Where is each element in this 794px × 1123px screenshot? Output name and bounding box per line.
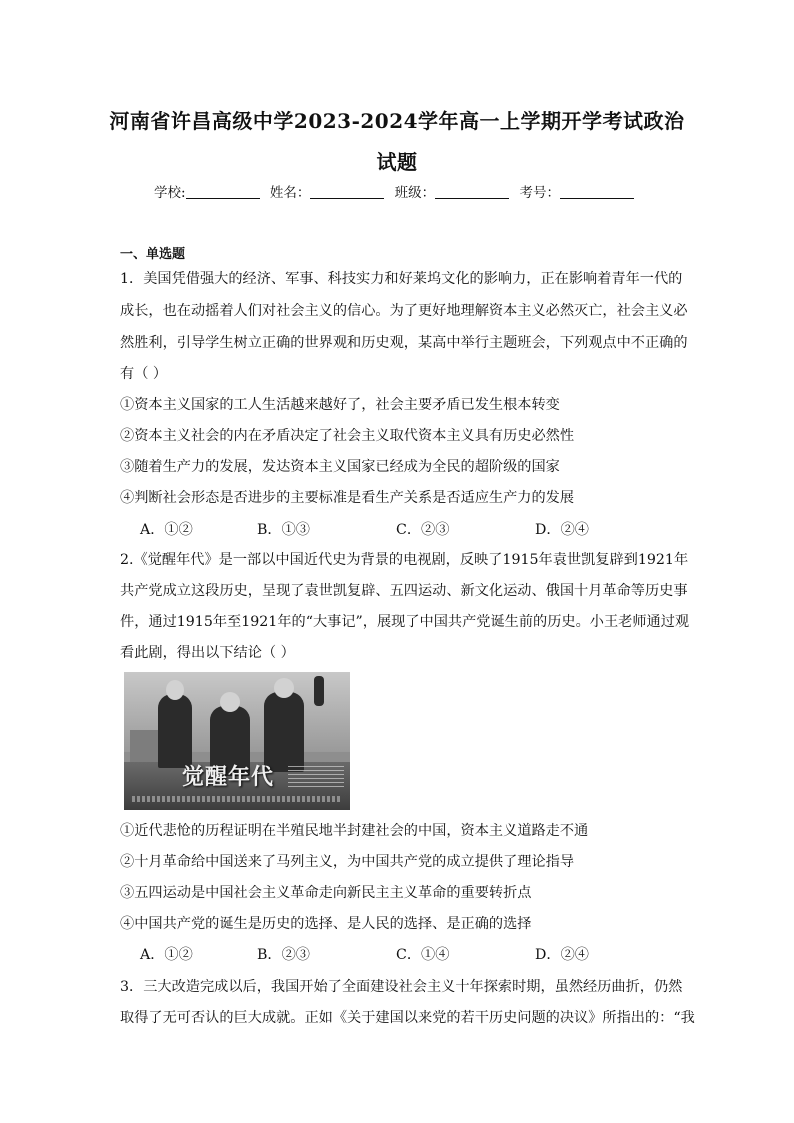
q2-statement: ④中国共产党的诞生是历史的选择、是人民的选择、是正确的选择 — [120, 916, 532, 932]
document-title: 河南省许昌高级中学2023-2024学年高一上学期开学考试政治 — [109, 109, 685, 133]
q1-option-d[interactable]: D．②④ — [535, 522, 589, 538]
class-blank — [435, 185, 509, 199]
poster-raised-arm — [314, 676, 324, 706]
q1-option-c[interactable]: C．②③ — [396, 522, 450, 538]
poster-bottom-text — [132, 796, 342, 802]
q2-stem-line: 看此剧，得出以下结论（ ） — [120, 645, 295, 661]
poster-head-left — [166, 680, 184, 700]
name-blank — [310, 185, 384, 199]
q1-option-a[interactable]: A．①② — [140, 522, 193, 538]
q2-stem-line: 共产党成立这段历史，呈现了袁世凯复辟、五四运动、新文化运动、俄国十月革命等历史事 — [120, 583, 688, 599]
poster-head-center — [220, 692, 240, 712]
section-heading: 一、单选题 — [120, 247, 186, 262]
school-blank — [186, 185, 260, 199]
class-label: 班级： — [394, 185, 436, 201]
q1-statement: ②资本主义社会的内在矛盾决定了社会主义取代资本主义具有历史必然性 — [120, 428, 575, 444]
q2-option-c[interactable]: C．①④ — [396, 947, 450, 963]
name-label: 姓名： — [269, 185, 311, 201]
poster-title: 觉醒年代 — [182, 765, 275, 790]
poster-credits — [288, 766, 344, 788]
q1-option-b[interactable]: B．①③ — [257, 522, 310, 538]
q1-stem-line: 有（ ） — [120, 366, 168, 382]
q2-stem-line: 件，通过1915年至1921年的“大事记”，展现了中国共产党诞生前的历史。小王老师通过观 — [120, 614, 690, 630]
q1-stem-line: 然胜利，引导学生树立正确的世界观和历史观，某高中举行主题班会，下列观点中不正确的 — [120, 335, 688, 351]
q1-stem-line: 1．美国凭借强大的经济、军事、科技实力和好莱坞文化的影响力，正在影响着青年一代的 — [120, 271, 683, 287]
tv-drama-poster-image — [124, 672, 350, 810]
poster-figure-left — [158, 694, 192, 768]
exam-no-blank — [560, 185, 634, 199]
q1-statement: ①资本主义国家的工人生活越来越好了，社会主要矛盾已发生根本转变 — [120, 397, 560, 413]
q3-stem-line: 取得了无可否认的巨大成就。正如《关于建国以来党的若干历史问题的决议》所指出的：“我 — [120, 1010, 695, 1026]
q1-statement: ④判断社会形态是否进步的主要标准是看生产关系是否适应生产力的发展 — [120, 490, 575, 506]
q2-statement: ③五四运动是中国社会主义革命走向新民主主义革命的重要转折点 — [120, 885, 532, 901]
poster-head-right — [274, 678, 294, 698]
document-title-cont: 试题 — [376, 150, 418, 174]
q1-stem-line: 成长，也在动摇着人们对社会主义的信心。为了更好地理解资本主义必然灭亡，社会主义必 — [120, 303, 688, 319]
q2-statement: ①近代悲怆的历程证明在半殖民地半封建社会的中国，资本主义道路走不通 — [120, 823, 589, 839]
q2-stem-line: 2.《觉醒年代》是一部以中国近代史为背景的电视剧，反映了1915年袁世凯复辟到1921年 — [120, 552, 689, 568]
q2-option-d[interactable]: D．②④ — [535, 947, 589, 963]
q2-option-b[interactable]: B．②③ — [257, 947, 310, 963]
q1-statement: ③随着生产力的发展，发达资本主义国家已经成为全民的超阶级的国家 — [120, 459, 560, 475]
q3-stem-line: 3．三大改造完成以后，我国开始了全面建设社会主义十年探索时期，虽然经历曲折，仍然 — [120, 979, 683, 995]
q2-option-a[interactable]: A．①② — [140, 947, 193, 963]
q2-statement: ②十月革命给中国送来了马列主义，为中国共产党的成立提供了理论指导 — [120, 854, 575, 870]
student-info-row — [0, 181, 794, 201]
exam-no-label: 考号： — [519, 185, 560, 201]
school-label: 学校: — [154, 185, 186, 201]
